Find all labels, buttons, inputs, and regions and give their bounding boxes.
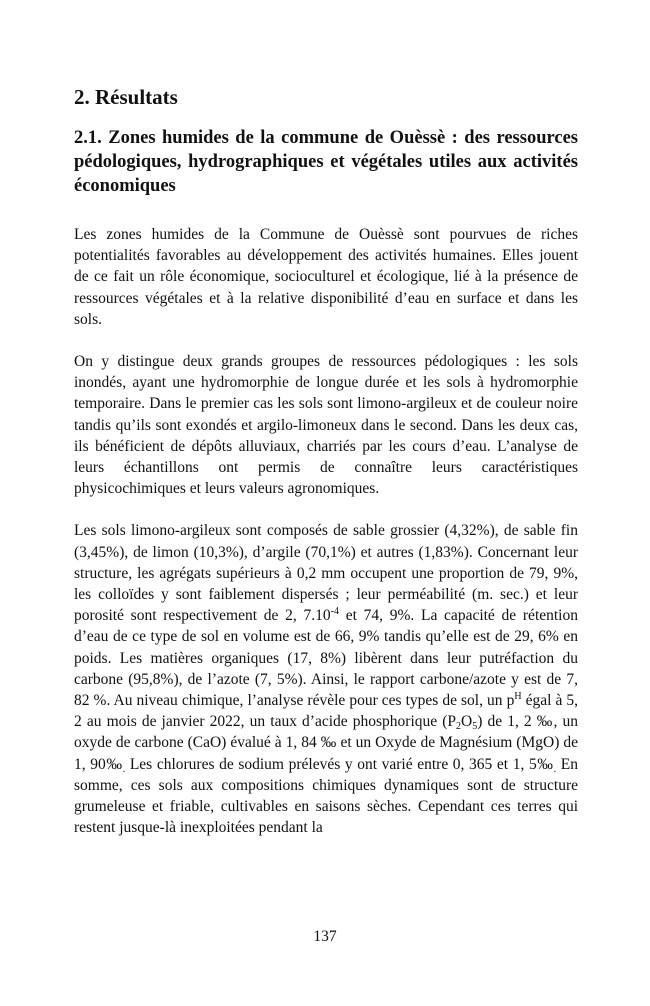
subscript: 5 [472,721,478,733]
subscript: . [122,763,126,775]
paragraph-1: Les zones humides de la Commune de Ouèssè sont pourvues de riches potentialités favorables au développement des activités humaines. Elles jouent de ce fait un rôle économique, socioculturel et écologique, lié à la présence de ressources végétales et à la relative disponibilité d’eau en surface et dans les sols. [74,226,578,328]
page-number: 137 [313,928,337,945]
paragraph-3-text: égal à 5, 2 au mois de janvier 2022, un taux d’acide phosphorique (P [74,692,578,731]
page-content [74,84,578,859]
paragraph-3 [74,520,578,838]
subscript: . [553,763,557,775]
exponent: -4 [330,606,339,618]
paragraph-3-text: Les sols limono-argileux sont composés de sable grossier (4,32%), de sable fin (3,45%), de limon (10,3%), d’argile (70,1%) et autres (1,83%). Concernant leur structure, les agrégats supérieurs à 0,2 mm occupent une proportion de 79, 9%, les colloïdes y sont faiblement dispersés ; leur perméabilité (m. sec.) et leur porosité sont respectivement de 2, 7.10 [74,522,578,625]
subscript: 2 [456,721,462,733]
section-title: Résultats [95,85,178,109]
paragraph-3-text: Les chlorures de sodium prélevés y ont varié entre 0, 365 et 1, 5‰ [125,755,554,773]
paragraph-3-text: En somme, ces sols aux compositions chimiques dynamiques sont de structure grumeleuse et friable, cultivables en saisons sèches. Cependant ces terres qui restent jusque-là inexploitées pendant la [74,755,579,837]
paragraph-3-text: O [461,713,473,731]
subsection-heading: 2.1. Zones humides de la commune de Ouèssè : des ressources pédologiques, hydrographiques et végétales utiles aux activités économiques [74,128,578,196]
paragraph-3-text: et 74, 9%. La capacité de rétention d’eau de ce type de sol en volume est de 66, 9% tandis qu’elle est de 29, 6% en poids. Les matières organiques (17, 8%) libèrent dans leur putréfaction du carbone (95,8%), de l’azote (7, 5%). Ainsi, le rapport carbone/azote y est de 7, 82 %. Au niveau chimique, l’analyse révèle pour ces types de sol, un p [74,607,578,710]
paragraph-3-text: ) de 1, 2 ‰, un oxyde de carbone (CaO) évalué à 1, 84 ‰ et un Oxyde de Magnésium (MgO) de 1, 90‰ [74,713,578,773]
section-heading [74,84,578,110]
section-number: 2. [74,85,90,109]
paragraph-2: On y distingue deux grands groupes de ressources pédologiques : les sols inondés, ayant une hydromorphie de longue durée et les sols à hydromorphie temporaire. Dans le premier cas les sols sont limono-argileux et de couleur noire tandis qu’ils sont exondés et argilo-limoneux dans le second. Dans les deux cas, ils bénéficient de dépôts alluviaux, charriés par les cours d’eau. L’analyse de leurs échantillons ont permis de connaître leurs caractéristiques physicochimiques et leurs valeurs agronomiques. [74,353,578,498]
ph-superscript: H [514,691,522,703]
